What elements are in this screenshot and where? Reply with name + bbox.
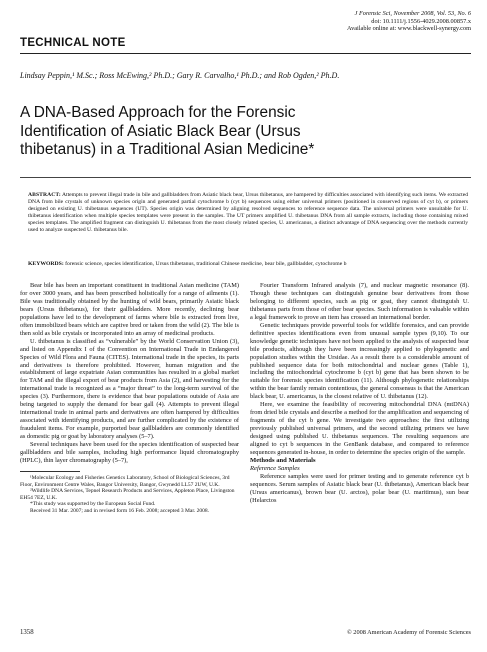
author-list: Lindsay Peppin,¹ M.Sc.; Ross McEwing,² Ph.D.; Gary R. Carvalho,¹ Ph.D.; and Rob Ogden,² Ph.D. xyxy=(20,71,340,80)
page-number: 1358 xyxy=(20,629,34,636)
paper-title xyxy=(20,104,460,160)
paragraph: Fourier Transform Infrared analysis (7), and nuclear magnetic resonance (8). Though these techniques can distinguish genuine bear derivatives from those belonging to different species, such as pig or goat, they cannot distinguish U. thibetanus parts from those of other bear species. Such information is valuable within a legal framework to prove an item has crossed an international border. xyxy=(250,282,469,321)
keywords-text: forensic science, species identification, Ursus thibetanus, traditional Chinese medicine, bear bile, gallbladder, cytochrome b xyxy=(65,261,347,267)
footnote: ¹Molecular Ecology and Fisheries Genetics Laboratory, School of Biological Sciences, 3rd Floor, Environment Centre Wales, Bangor University, Bangor, Gwynedd LL57 2UW, U.K. xyxy=(20,474,230,488)
abstract xyxy=(28,192,468,234)
paragraph: Bear bile has been an important constituent in traditional Asian medicine (TAM) for over 3000 years, and has been prescribed holistically for a range of ailments (1). Bile was traditionally obtained by the hunting of wild bears, primarily Asiatic black bears (Ursus thibetanus), for their gallbladders. More recently, declining bear populations have led to the development of farms where bile is extracted from live, often immobilized bears which are captive bred or taken from the wild (2). The bile is then sold as bile crystals or incorporated into an array of medicinal products. xyxy=(20,282,239,337)
body-column-left xyxy=(20,282,239,514)
title-line-2: Identification of Asiatic Black Bear (Ursus xyxy=(20,122,301,140)
title-line-3: thibetanus) in a Traditional Asian Medicine* xyxy=(20,141,315,158)
body-column-right xyxy=(250,282,469,505)
availability-link[interactable]: Available online at: www.blackwell-synergy.com xyxy=(347,25,471,33)
footnote: *This study was supported by the European Social Fund. xyxy=(30,501,156,508)
journal-header xyxy=(271,10,471,33)
keywords xyxy=(28,261,468,267)
journal-citation: J Forensic Sci, November 2008, Vol. 53, No. 6 xyxy=(354,10,471,17)
paragraph: Genetic techniques provide powerful tools for wildlife forensics, and can provide definitive species identifications even from unusual sample types (9,10). To our knowledge genetic techniques have not been applied to the analysis of suspected bear bile products, although they have been increasingly applied to phylogenetic and population studies within the Ursidae. As a result there is a considerable amount of published sequence data for both mitochondrial and nuclear genes (Table 1), including the mitochondrial cytochrome b (cyt b) gene that has been shown to be suitable for forensic species identification (11). Although phylogenetic relationships within the bear family remain contentious, the general consensus is that the American black bear, U. americanus, is the closest relative of U. thibetanus (12). xyxy=(250,321,469,401)
received-note: Received 31 Mar. 2007; and in revised form 16 Feb. 2008; accepted 3 Mar. 2008. xyxy=(30,507,210,514)
section-heading: Methods and Materials xyxy=(250,456,316,464)
title-rule xyxy=(20,177,471,178)
abstract-text: Attempts to prevent illegal trade in bile and gallbladders from Asiatic black bear, Ursus thibetanus, are hampered by difficulties associated with identifying such items. We extracted DNA from bile crystals of unknown species origin and generated partial cytochrome b (cyt b) sequences using either universal primers (positioned in conserved regions of cyt b), or primers designed on existing U. thibetanus sequences (UT). Species origin was determined by aligning resolved sequences to reference sequence data. The universal primers were unsuitable for U. thibetanus identification when multiple species templates were present in the samples. The UT primers amplified U. thibetanus DNA from all sample extracts, including those containing mixed species templates. The amplified fragment can distinguish U. thibetanus from the most closely related species, U. americanus, a distinct advantage of DNA sequencing over the methods currently used to analyze suspected U. thibetanus bile. xyxy=(28,192,468,233)
subsection-heading: Reference Samples xyxy=(250,464,300,472)
section-label: TECHNICAL NOTE xyxy=(20,37,126,49)
keywords-label: KEYWORDS: xyxy=(28,261,64,267)
paragraph: Here, we examine the feasibility of recovering mitochondrial DNA (mtDNA) from dried bile crystals and describe a method for the amplification and sequencing of fragments of the cyt b gene. We investigate two approaches: the first utilizing previously published universal primers, and the second utilizing primers we have designed using published U. thibetanus sequences. The resulting sequences are aligned to cyt b sequences in the GenBank database, and compared to reference sequences generated in-house, in order to determine the species origin of the sample. xyxy=(250,401,469,457)
paragraph: Several techniques have been used for the species identification of suspected bear gallbladders and bile samples, including high performance liquid chromatography (HPLC), thin layer chromatography (5–7), xyxy=(20,441,239,464)
footnote: ²Wildlife DNA Services, Tepnel Research Products and Services, Appleton Place, Livingston EH54 7EZ, U.K. xyxy=(20,488,235,501)
paragraph: Reference samples were used for primer testing and to generate reference cyt b sequences. Serum samples of Asiatic black bear (U. thibetanus), American black bear (Ursus americanus), brown bear (U. arctos), polar bear (U. maritimus), sun bear (Helarctos xyxy=(250,472,469,504)
title-line-1: A DNA-Based Approach for the Forensic xyxy=(20,104,296,121)
paragraph: U. thibetanus is classified as “vulnerable” by the World Conservation Union (3), and listed on Appendix I of the Convention on International Trade in Endangered Species of Wild Flora and Fauna (CITES). International trade in the species, its parts and derivatives is therefore prohibited. However, human migration and the establishment of large expatriate Asian communities has resulted in a global market for TAM and the illegal export of bear products from Asia (2), and harvesting for the international trade is recognized as a “major threat” to the long-term survival of the species (3). Furthermore, there is evidence that bear populations outside of Asia are being targeted to supply the demand for bear gall (4). Attempts to prevent illegal international trade in animal parts and derivatives are often hampered by difficulties associated with identifying products, and are further complicated by the existence of fraudulent items. For example, purported bear gallbladders are commonly identified as domestic pig or goat by laboratory analyses (5–7). xyxy=(20,337,239,441)
footnote-rule xyxy=(20,471,80,472)
header-rule xyxy=(20,53,471,54)
copyright: © 2008 American Academy of Forensic Sciences xyxy=(346,629,471,636)
doi: doi: 10.1111/j.1556-4029.2008.00857.x xyxy=(371,17,471,25)
abstract-label: ABSTRACT: xyxy=(28,192,61,198)
